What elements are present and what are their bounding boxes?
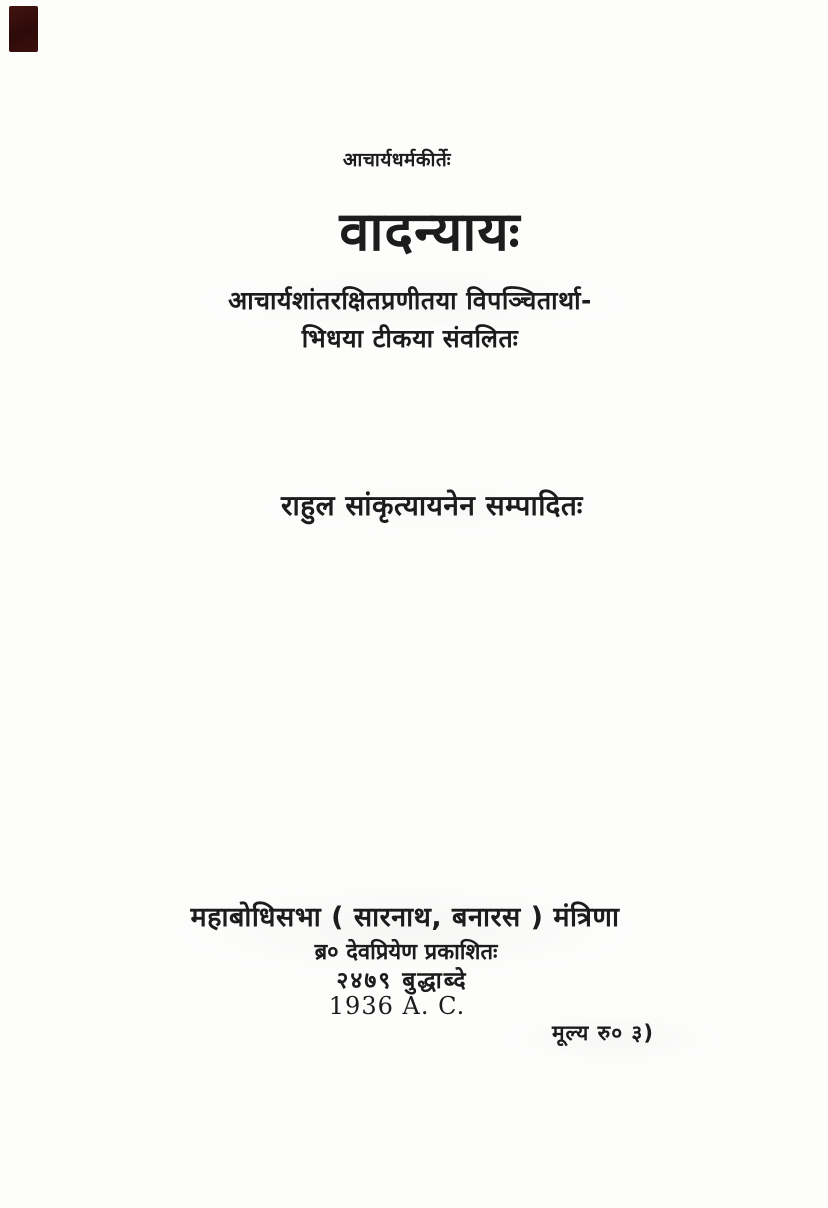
buddhist-era-year: २४७९ बुद्धाब्दे [336,968,468,994]
published-by-line: ब्र० देवप्रियेण प्रकाशितः [314,940,498,965]
author-attribution: आचार्यधर्मकीर्तेः [342,149,452,171]
editor-credit: राहुल सांकृत्यायनेन सम्पादितः [281,489,583,522]
gregorian-year: 1936 A. C. [328,992,466,1020]
scan-artifact-corner-mark [9,6,38,52]
book-title: वादन्यायः [339,200,521,263]
price-label: मूल्य रु० ३) [552,1021,654,1045]
subtitle-commentary-line-1: आचार्यशांतरक्षितप्रणीतया विपञ्चितार्था- [228,286,592,315]
publisher-society-line: महाबोधिसभा ( सारनाथ, बनारस ) मंत्रिणा [190,902,620,933]
subtitle-commentary-line-2: भिधया टीकया संवलितः [301,324,519,353]
